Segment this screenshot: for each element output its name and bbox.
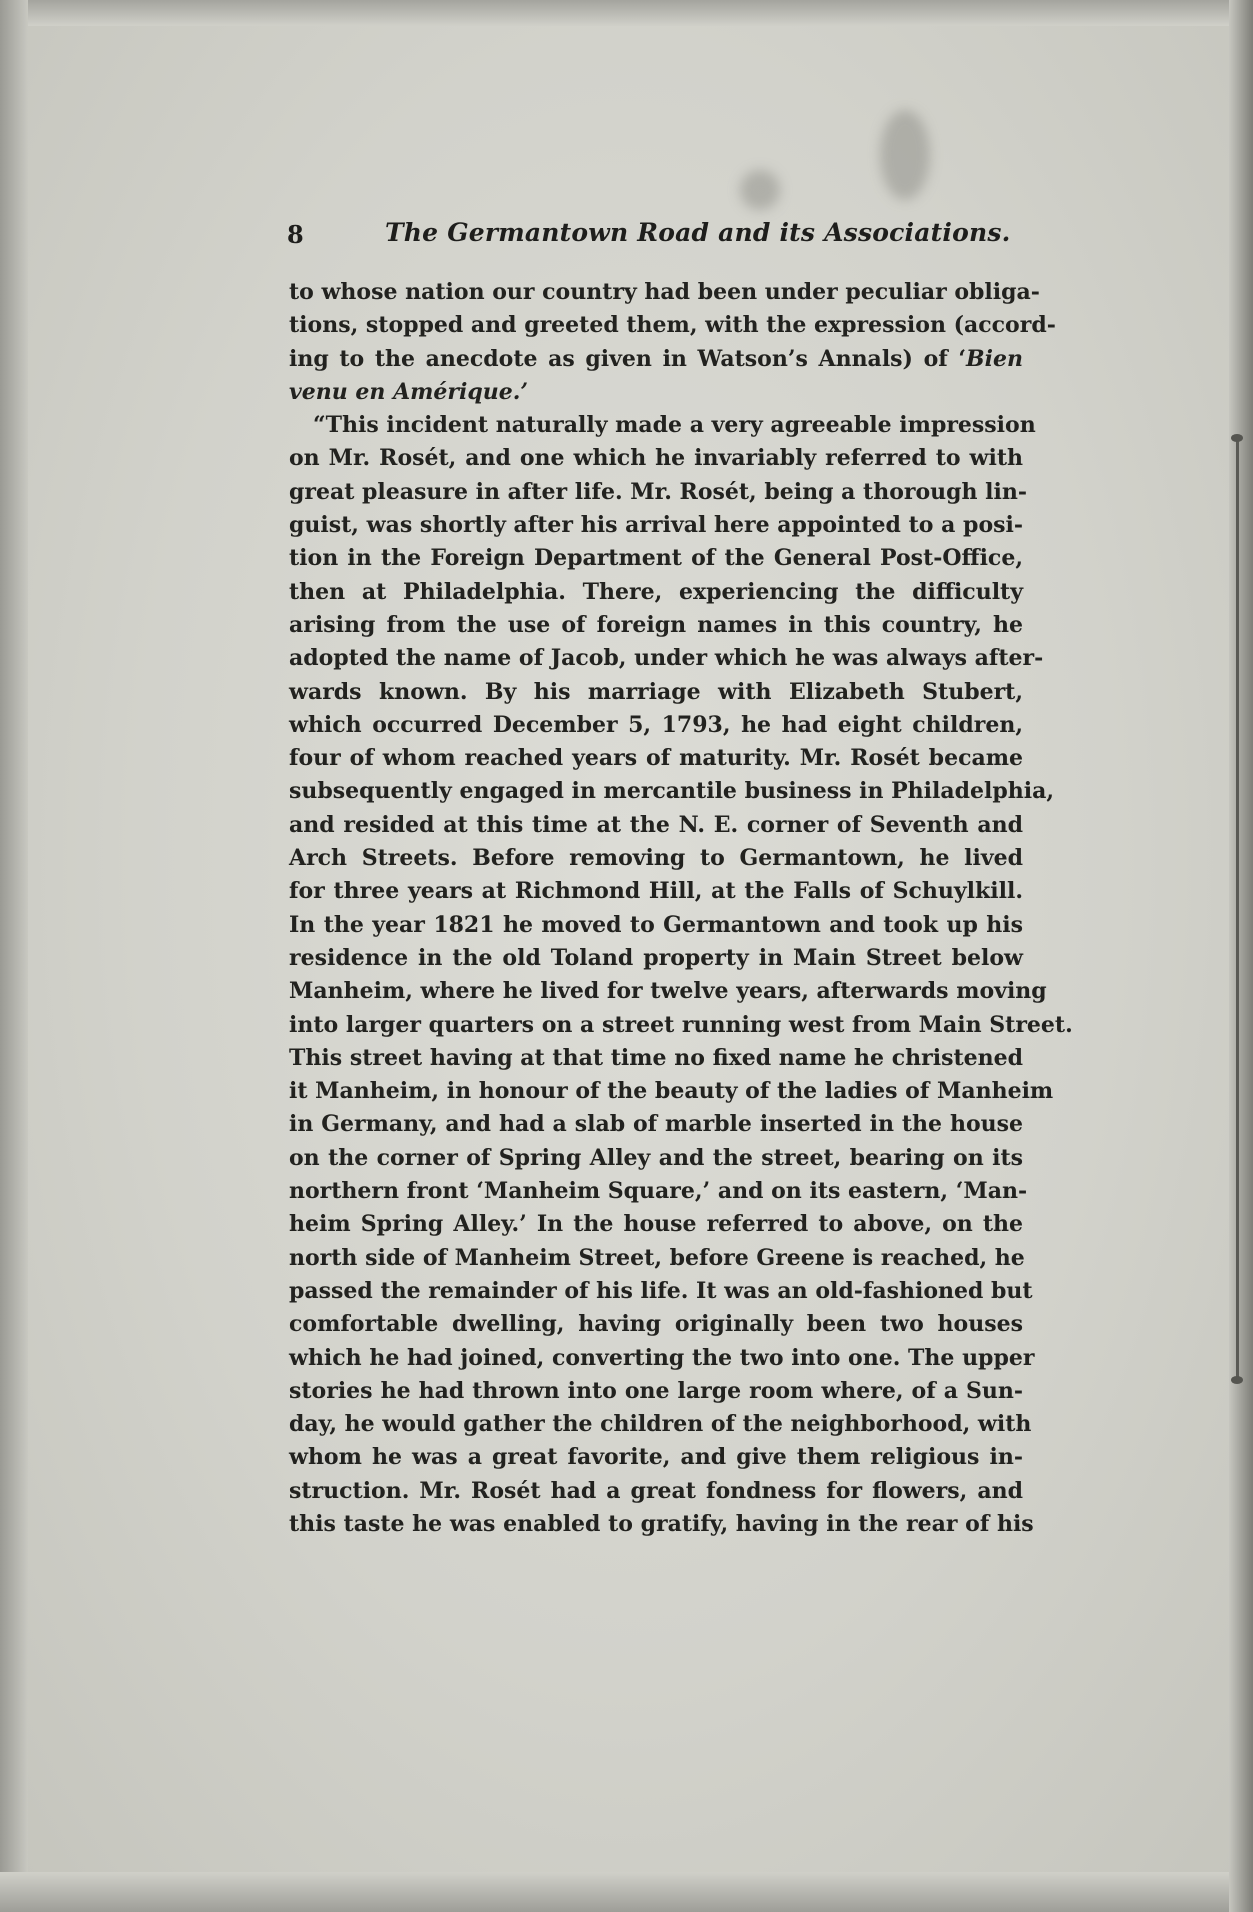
text-line: This street having at that time no fixed name he christened: [289, 1044, 1023, 1071]
page-edge-left: [0, 0, 28, 1912]
binding-edge-line: [1236, 440, 1239, 1380]
text-line: tion in the Foreign Department of the General Post-Office,: [289, 545, 1023, 572]
text-line: subsequently engaged in mercantile business in Philadelphia,: [289, 778, 1055, 805]
text-line: comfortable dwelling, having originally been two houses: [289, 1311, 1023, 1338]
text-line: four of whom reached years of maturity. Mr. Rosét became: [289, 745, 1023, 772]
page-edge-right: [1229, 0, 1253, 1912]
text-line-segment: ing to the anecdote as given in Watson’s Annals) of ‘: [289, 345, 967, 372]
text-line: north side of Manheim Street, before Greene is reached, he: [289, 1244, 1025, 1271]
text-line: great pleasure in after life. Mr. Rosét, being a thorough lin-: [289, 478, 1028, 505]
text-line: to whose nation our country had been under peculiar obliga-: [289, 279, 1040, 305]
text-line: Arch Streets. Before removing to Germantown, he lived: [289, 845, 1023, 872]
text-line: on Mr. Rosét, and one which he invariably referred to with: [289, 445, 1023, 472]
page-number: 8: [287, 220, 304, 249]
page-edge-top: [0, 0, 1253, 26]
text-line: adopted the name of Jacob, under which he was always after-: [289, 645, 1044, 672]
text-line: this taste he was enabled to gratify, having in the rear of his: [289, 1510, 1034, 1537]
text-line: wards known. By his marriage with Elizabeth Stubert,: [289, 678, 1023, 705]
text-line: venu en Amérique.’: [289, 378, 529, 405]
page-edge-bottom: [0, 1872, 1253, 1912]
text-line: which he had joined, converting the two into one. The upper: [289, 1344, 1035, 1371]
text-line: [289, 343, 1023, 376]
text-line: in Germany, and had a slab of marble inserted in the house: [289, 1111, 1023, 1138]
text-line: day, he would gather the children of the neighborhood, with: [289, 1411, 1032, 1438]
binding-edge-cap-top: [1231, 434, 1243, 442]
paper-smudge: [880, 110, 930, 200]
text-line: guist, was shortly after his arrival here appointed to a posi-: [289, 512, 1023, 539]
text-line: and resided at this time at the N. E. corner of Seventh and: [289, 811, 1023, 838]
text-line: tions, stopped and greeted them, with the expression (accord-: [289, 312, 1056, 339]
text-line: northern front ‘Manheim Square,’ and on its eastern, ‘Man-: [289, 1178, 1028, 1205]
text-line: passed the remainder of his life. It was an old-fashioned but: [289, 1277, 1033, 1304]
text-line: struction. Mr. Rosét had a great fondness for flowers, and: [289, 1477, 1023, 1504]
text-line: heim Spring Alley.’ In the house referred to above, on the: [289, 1211, 1023, 1238]
text-line: Manheim, where he lived for twelve years, afterwards moving: [289, 978, 1047, 1005]
text-line: residence in the old Toland property in Main Street below: [289, 944, 1023, 971]
text-line: which occurred December 5, 1793, he had eight children,: [289, 711, 1023, 738]
binding-edge-cap-bottom: [1231, 1376, 1243, 1384]
running-title: The Germantown Road and its Associations.: [385, 218, 1011, 247]
text-line: into larger quarters on a street running west from Main Street.: [289, 1011, 1073, 1038]
body-text: [289, 276, 1073, 1541]
text-line: arising from the use of foreign names in this country, he: [289, 611, 1023, 638]
text-line: whom he was a great favorite, and give them religious in-: [289, 1444, 1023, 1471]
italic-phrase: Bien: [966, 345, 1023, 372]
paper-smudge: [740, 170, 780, 210]
text-line: “This incident naturally made a very agreeable impression: [313, 412, 1036, 439]
text-line: In the year 1821 he moved to Germantown and took up his: [289, 911, 1023, 938]
text-line: then at Philadelphia. There, experiencing the difficulty: [289, 578, 1023, 605]
text-line: it Manheim, in honour of the beauty of the ladies of Manheim: [289, 1078, 1054, 1105]
text-line: for three years at Richmond Hill, at the Falls of Schuylkill.: [289, 878, 1023, 905]
running-header: [287, 214, 1017, 254]
text-line: on the corner of Spring Alley and the street, bearing on its: [289, 1144, 1023, 1171]
text-line: stories he had thrown into one large room where, of a Sun-: [289, 1377, 1023, 1404]
